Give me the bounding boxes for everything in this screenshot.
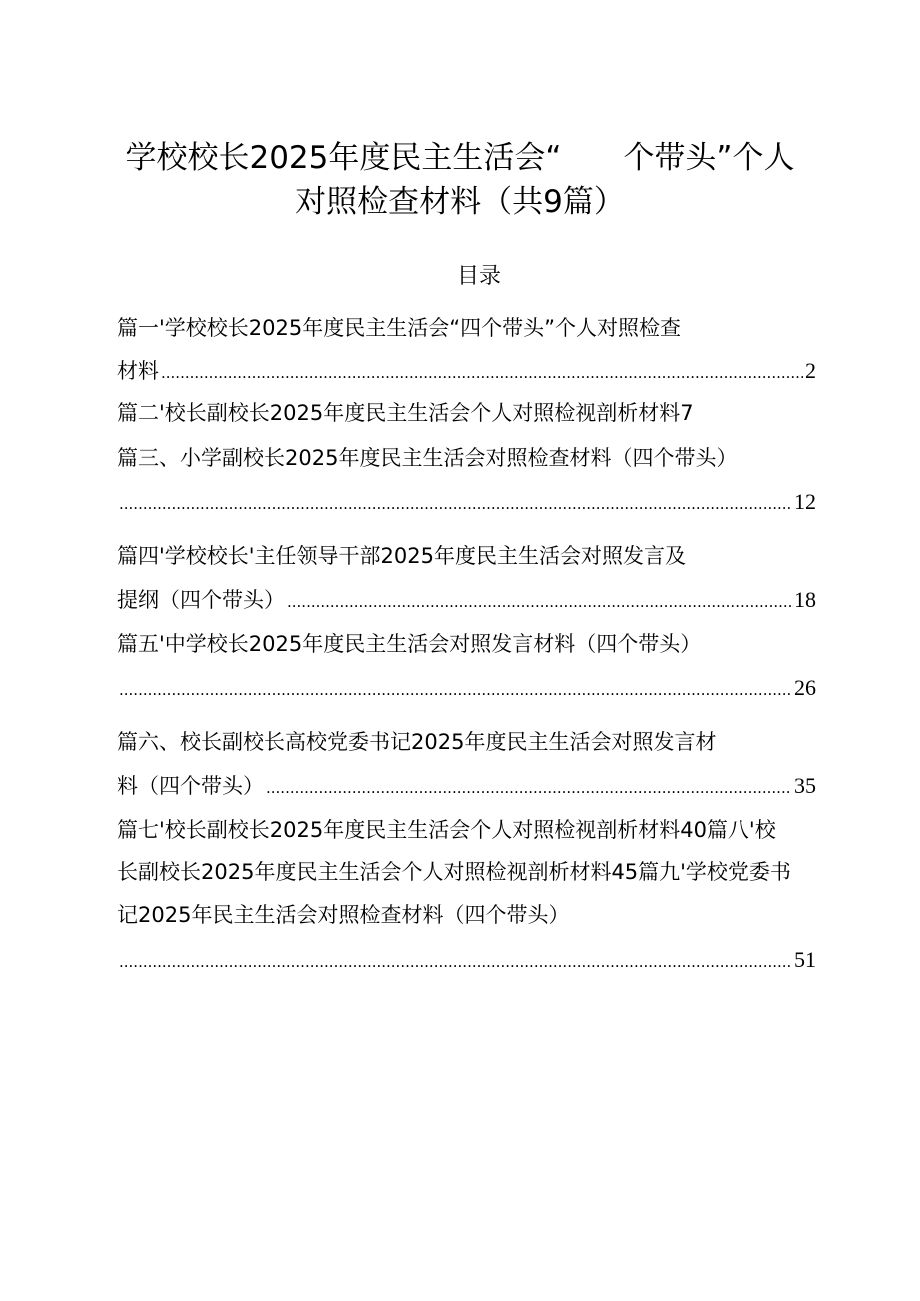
- toc-entry-5-line-1[interactable]: 篇五'中学校长2025年度民主生活会对照发言材料（四个带头）: [117, 632, 702, 656]
- toc-entry-6-text: 料（四个带头）: [117, 774, 264, 798]
- toc-entry-7-line-2[interactable]: 长副校长2025年度民主生活会个人对照检视剖析材料45篇九'学校党委书: [117, 860, 791, 884]
- toc-entry-2[interactable]: 篇二'校长副校长2025年度民主生活会个人对照检视剖析材料7: [117, 401, 694, 425]
- toc-entry-4-line-2[interactable]: [117, 585, 816, 617]
- toc-entry-7-line-1[interactable]: 篇七'校长副校长2025年度民主生活会个人对照检视剖析材料40篇八'校: [117, 818, 776, 842]
- toc-leader-dots: [119, 947, 792, 977]
- toc-entry-4-page-number: 18: [794, 587, 816, 612]
- toc-entry-3-line-1[interactable]: 篇三、小学副校长2025年度民主生活会对照检查材料（四个带头）: [117, 446, 738, 470]
- title-part-1: 学校校长2025年度民主生活会“: [125, 140, 562, 176]
- document-title-line-2: 对照检查材料（共9篇）: [295, 184, 625, 220]
- title-part-2: 个带头”个人: [623, 140, 795, 176]
- toc-leader-dots: [266, 773, 792, 803]
- toc-entry-5-line-2[interactable]: [117, 673, 816, 705]
- toc-entry-4-line-1[interactable]: 篇四'学校校长'主任领导干部2025年度民主生活会对照发言及: [117, 544, 686, 568]
- toc-entry-1-line-2[interactable]: [117, 356, 816, 388]
- toc-leader-dots: [161, 358, 803, 388]
- toc-leader-dots: [287, 587, 792, 617]
- toc-entry-1-page-number: 2: [805, 358, 816, 383]
- toc-entry-3-page-number: 12: [794, 489, 816, 514]
- toc-leader-dots: [119, 489, 792, 519]
- toc-entry-7-page-number: 51: [794, 947, 816, 972]
- toc-heading: 目录: [456, 264, 501, 289]
- toc-entry-7-line-3[interactable]: 记2025年民主生活会对照检查材料（四个带头）: [117, 903, 570, 927]
- toc-entry-3-line-2[interactable]: [117, 487, 816, 519]
- document-title-line-1: [0, 138, 920, 178]
- toc-entry-7-line-4[interactable]: [117, 945, 816, 977]
- toc-entry-1-line-1[interactable]: 篇一'学校校长2025年度民主生活会“四个带头”个人对照检查: [117, 316, 681, 340]
- toc-leader-dots: [119, 675, 792, 705]
- toc-entry-6-line-1[interactable]: 篇六、校长副校长高校党委书记2025年度民主生活会对照发言材: [117, 730, 717, 754]
- toc-entry-1-text: 材料: [117, 359, 159, 383]
- toc-entry-4-text: 提纲（四个带头）: [117, 588, 285, 612]
- toc-entry-6-line-2[interactable]: [117, 771, 816, 803]
- toc-entry-5-page-number: 26: [794, 675, 816, 700]
- toc-entry-6-page-number: 35: [794, 773, 816, 798]
